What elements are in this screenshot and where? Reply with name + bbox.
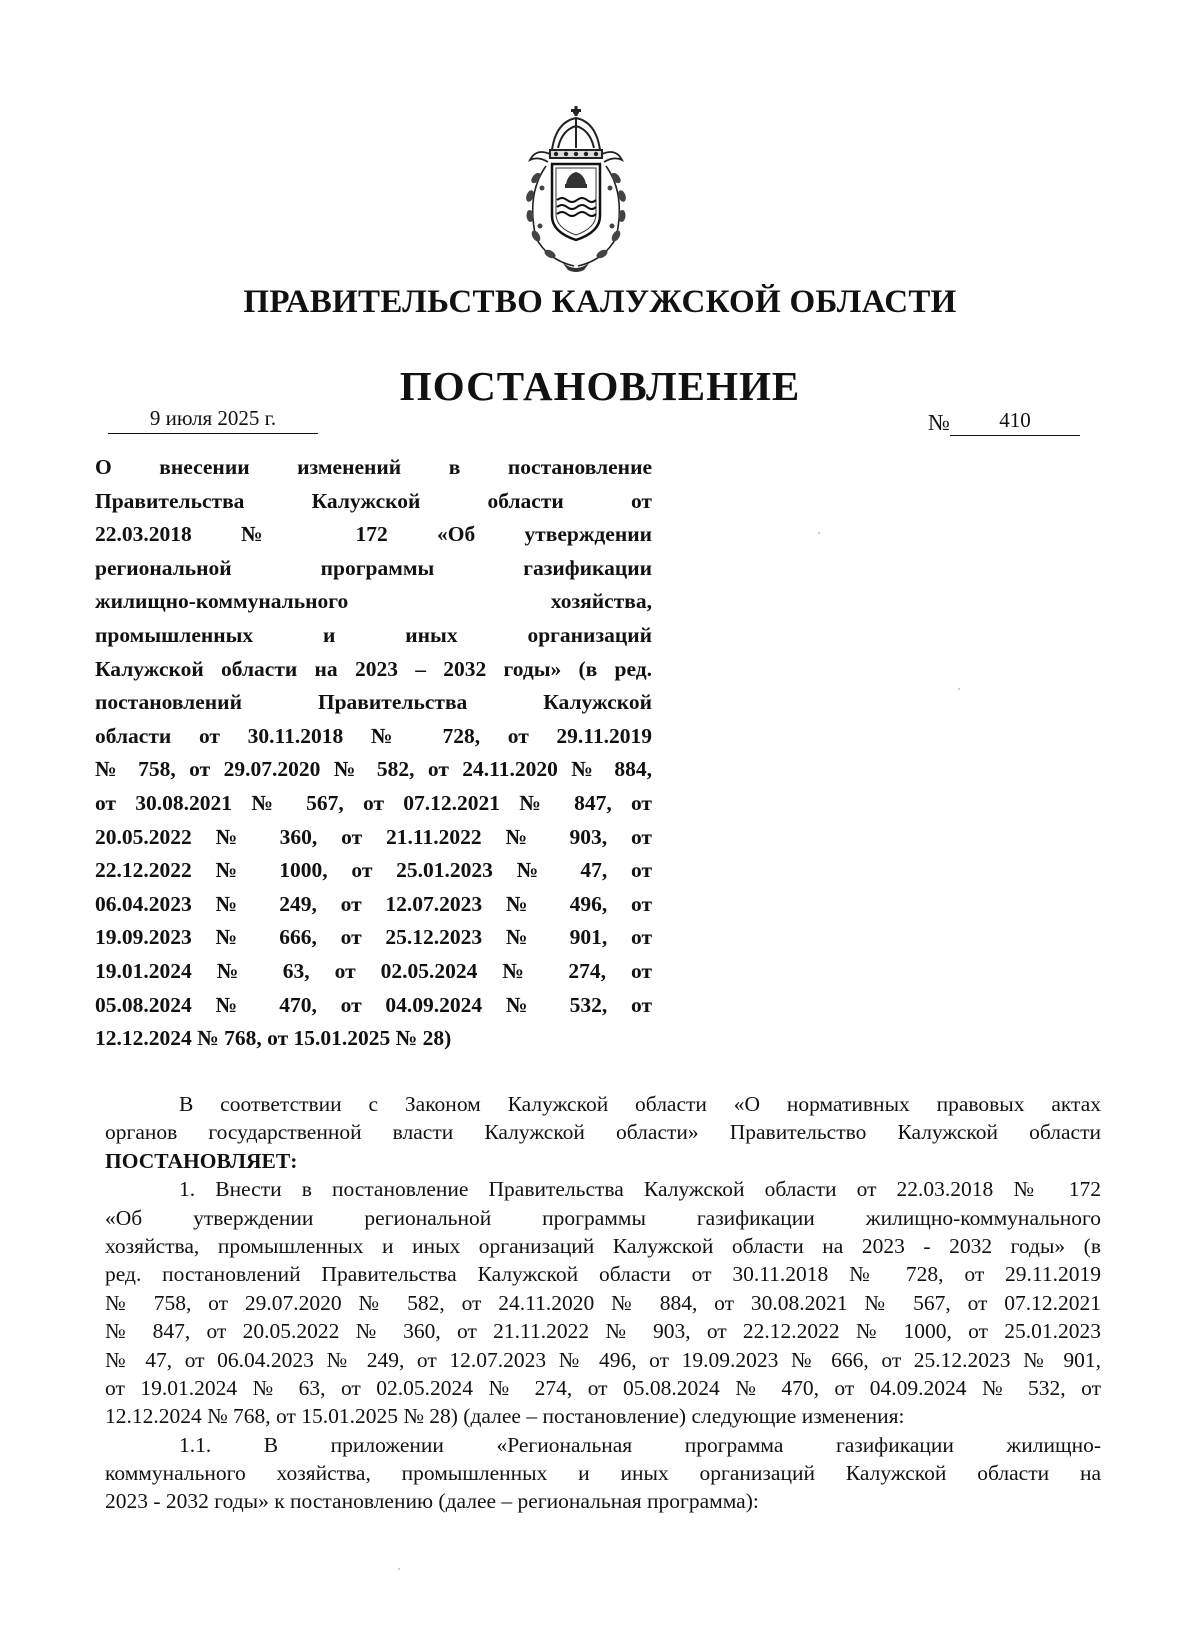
item-1-line: 1. Внести в постановление Правительства Калужской области от 22.03.2018 № 172 [179, 1177, 1101, 1202]
coat-of-arms-icon [512, 104, 640, 274]
item-1-1-line: коммунального хозяйства, промышленных и иных организаций Калужской области на [105, 1461, 1101, 1486]
item-1-line: № 847, от 20.05.2022 № 360, от 21.11.2022 № 903, от 22.12.2022 № 1000, от 25.01.2023 [105, 1319, 1101, 1344]
decree-word: ПОСТАНОВЛЯЕТ: [105, 1148, 298, 1173]
item-1-line: № 47, от 06.04.2023 № 249, от 12.07.2023 № 496, от 19.09.2023 № 666, от 25.12.2023 № 901, [105, 1347, 1101, 1372]
document-body [105, 1090, 1101, 1516]
number-value: 410 [950, 408, 1080, 436]
item-1-line: «Об утверждении региональной программы газификации жилищно-коммунального [105, 1205, 1101, 1230]
document-subject [95, 451, 652, 1056]
subject-line: 22.03.2018 № 172 «Об утверждении [95, 522, 652, 547]
subject-line: 12.12.2024 № 768, от 15.01.2025 № 28) [95, 1026, 452, 1051]
subject-line: 22.12.2022 № 1000, от 25.01.2023 № 47, от [95, 858, 652, 883]
organization-title: ПРАВИТЕЛЬСТВО КАЛУЖСКОЙ ОБЛАСТИ [243, 284, 957, 320]
document-number [928, 408, 1080, 436]
subject-line: области от 30.11.2018 № 728, от 29.11.2019 [95, 723, 652, 748]
subject-line: промышленных и иных организаций [95, 622, 652, 647]
subject-line: № 758, от 29.07.2020 № 582, от 24.11.2020 № 884, [95, 757, 652, 782]
item-1-line: от 19.01.2024 № 63, от 02.05.2024 № 274, от 05.08.2024 № 470, от 04.09.2024 № 532, от [105, 1375, 1101, 1400]
subject-line: региональной программы газификации [95, 555, 652, 580]
item-1-line: ред. постановлений Правительства Калужской области от 30.11.2018 № 728, от 29.11.2019 [105, 1262, 1101, 1287]
item-1-1-line: 1.1. В приложении «Региональная программа газификации жилищно- [179, 1432, 1101, 1457]
item-1-1-line: 2023 - 2032 годы» к постановлению (далее – региональная программа): [105, 1489, 759, 1514]
item-1-line: хозяйства, промышленных и иных организаций Калужской области на 2023 - 2032 годы» (в [105, 1233, 1101, 1258]
scan-speck [818, 532, 820, 534]
subject-line: 06.04.2023 № 249, от 12.07.2023 № 496, от [95, 891, 652, 916]
item-1-line: 12.12.2024 № 768, от 15.01.2025 № 28) (далее – постановление) следующие изменения: [105, 1404, 905, 1429]
scan-speck [398, 1568, 400, 1570]
subject-line: жилищно-коммунального хозяйства, [95, 589, 652, 614]
subject-line: Калужской области на 2023 – 2032 годы» (в ред. [95, 656, 652, 681]
subject-line: 19.01.2024 № 63, от 02.05.2024 № 274, от [95, 958, 652, 983]
document-type: ПОСТАНОВЛЕНИЕ [399, 363, 801, 409]
subject-line: О внесении изменений в постановление [95, 455, 652, 479]
number-sign: № [928, 410, 950, 435]
subject-line: 20.05.2022 № 360, от 21.11.2022 № 903, от [95, 824, 652, 849]
preamble-line: В соответствии с Законом Калужской области «О нормативных правовых актах [179, 1092, 1101, 1116]
subject-line: 05.08.2024 № 470, от 04.09.2024 № 532, от [95, 992, 652, 1017]
subject-line: Правительства Калужской области от [95, 488, 652, 513]
item-1-line: № 758, от 29.07.2020 № 582, от 24.11.2020 № 884, от 30.08.2021 № 567, от 07.12.2021 [105, 1290, 1101, 1315]
subject-line: от 30.08.2021 № 567, от 07.12.2021 № 847, от [95, 790, 652, 815]
document-date: 9 июля 2025 г. [108, 406, 318, 434]
subject-line: постановлений Правительства Калужской [95, 690, 652, 715]
preamble-line: органов государственной власти Калужской области» Правительство Калужской области [105, 1120, 1101, 1145]
subject-line: 19.09.2023 № 666, от 25.12.2023 № 901, от [95, 925, 652, 950]
scan-speck [958, 688, 960, 690]
